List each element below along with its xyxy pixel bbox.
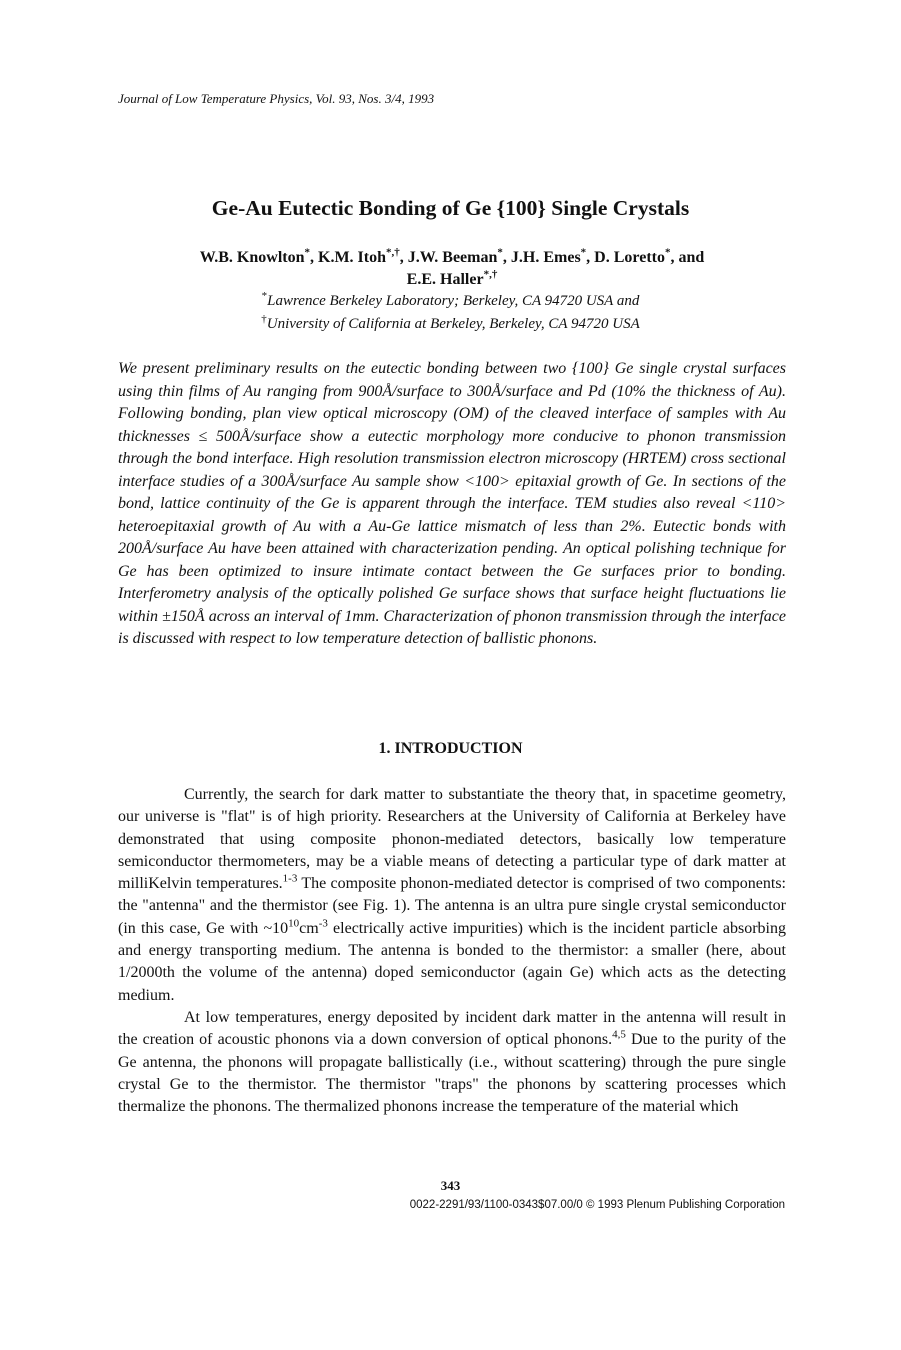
citation-ref: 1-3 [282,872,298,885]
author-name: E.E. Haller*,† [406,268,498,288]
abstract: We present preliminary results on the eutectic bonding between two {100} Ge single crystal surfaces using thin films of Au ranging from 900Å/surface to 300Å/surface and Pd (10% the thickness of Au). Following bonding, plan view optical microscopy (OM) of the cleaved interface of samples with Au thicknesses ≤ 500Å/surface show a eutectic morphology more conducive to phonon transmission through the bond interface. High resolution transmission electron microscopy (HRTEM) cross sectional interface studies of a 300Å/surface Au sample show <100> epitaxial growth of Ge. In sections of the bond, lattice continuity of the Ge is apparent through the interface. TEM studies also reveal <110> heteroepitaxial growth of Au with a Au-Ge lattice mismatch of less than 2%. Eutectic bonds with 200Å/surface Au have been attained with characterization pending. An optical polishing technique for Ge has been optimized to insure intimate contact between the Ge surfaces prior to bonding. Interferometry analysis of the optically polished Ge surface shows that surface height fluctuations lie within ±150Å across an interval of 1mm. Characterization of phonon transmission through the interface is discussed with respect to low temperature detection of ballistic phonons. [118,360,786,647]
author-name: , J.W. Beeman* [399,246,503,266]
paper-title: Ge-Au Eutectic Bonding of Ge {100} Single Crystals [211,196,690,220]
citation-ref: 4,5 [612,1028,626,1041]
journal-header: Journal of Low Temperature Physics, Vol. 93, Nos. 3/4, 1993 [118,91,435,106]
intro-body [118,784,786,1118]
author-name: W.B. Knowlton* [199,246,310,266]
author-name: , J.H. Emes* [502,246,587,266]
affiliation-lbl: *Lawrence Berkeley Laboratory; Berkeley, CA 94720 USA and [261,290,640,309]
author-name: , K.M. Itoh*,† [310,246,400,266]
author-list [118,247,786,291]
affiliation-ucb: †University of California at Berkeley, Berkeley, CA 94720 USA [261,313,640,332]
copyright-line: 0022-2291/93/1100-0343$07.00/0 © 1993 Plenum Publishing Corporation [409,1199,785,1211]
page-number: 343 [440,1178,461,1193]
section-heading: 1. INTRODUCTION [378,740,523,757]
paragraph: Currently, the search for dark matter to substantiate the theory that, in spacetime geometry, our universe is "flat" is of high priority. Researchers at the University of California at Berkeley have demonstrated that using composite phonon-mediated detectors, basically low temperature semiconductor thermometers, may be a viable means of detecting a particular type of dark matter at milliKelvin temperatures.$^{1-3}$ The composite phonon-mediated detector is comprised of two components: the "antenna" and the thermistor (see Fig. 1). The antenna is an ultra pure single crystal semiconductor (in this case, Ge with $\sim 10^{10}cm^{-3}$ electrically active impurities) which is the incident particle absorbing and energy transporting medium. The antenna is bonded to the thermistor: a smaller (here, about 1/2000th the volume of the antenna) doped semiconductor (again Ge) which acts as the detecting medium. [118,786,786,1004]
paragraph: At low temperatures, energy deposited by incident dark matter in the antenna will result in the creation of acoustic phonons via a down conversion of optical phonons.$^{4,5}$ Due to the purity of the Ge antenna, the phonons will propagate ballistically (i.e., without scattering) through the pure single crystal Ge to the thermistor. The thermistor "traps" the phonons by scattering processes which thermalize the phonons. The thermalized phonons increase the temperature of the material which [118,1008,787,1116]
author-name: , D. Loretto*, and [586,246,705,266]
